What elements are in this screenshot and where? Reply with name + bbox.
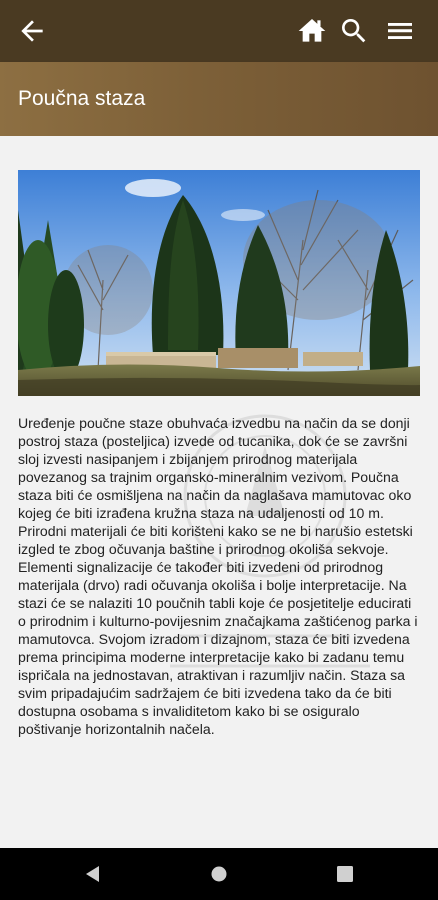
app-bar [0,0,438,62]
hamburger-menu-icon[interactable] [383,15,417,47]
article-body: Uređenje poučne staze obuhvaća izvedbu na način da se donji postroj staza (posteljica) izvede od tucanika, dok će se završni sloj izvesti nasipanjem i zbijanjem prirodnog materijala povezanog sa trajnim organsko-mineralnim vezivom. Poučna staza biti će osmišljena na način da naglašava mamutovac oko kojeg će biti izrađena kružna staza na udaljenosti od 10 m. Prirodni materijali će biti korišteni kako se ne bi narušio estetski izgled te zbog očuvanja baštine i prirodnog okoliša sekvoje. Elementi signalizacije će također biti izvedeni od prirodnog materijala (drvo) radi očuvanja okoliša i bolje interpretacije. Na stazi će se nalaziti 10 poučnih tabli koje će posjetitelje educirati o prirodnim i kulturno-povijesnim značajkama zaštićenog parka i mamutovca. Svojom izradom i dizajnom, staza će biti izvedena prema principima moderne interpretacije kako bi zadanu temu ispričala na jednostavan, atraktivan i razumljiv način. Staza sa svim pripadajućim sadržajem će biti izvedena tako da će biti dostupna osobama s invaliditetom kako bi se osiguralo poštivanje horizontalnih načela. [18,415,418,737]
nav-home-circle-icon[interactable] [211,866,227,882]
article-content [0,136,438,848]
nav-back-triangle-icon[interactable] [83,864,101,884]
arrow-left-icon[interactable] [16,15,48,47]
search-icon[interactable] [338,15,370,47]
article-photo [18,170,420,396]
title-bar [0,62,438,136]
home-icon[interactable] [296,15,328,47]
page-title: Poučna staza [18,87,146,110]
nav-recents-square-icon[interactable] [336,865,354,883]
